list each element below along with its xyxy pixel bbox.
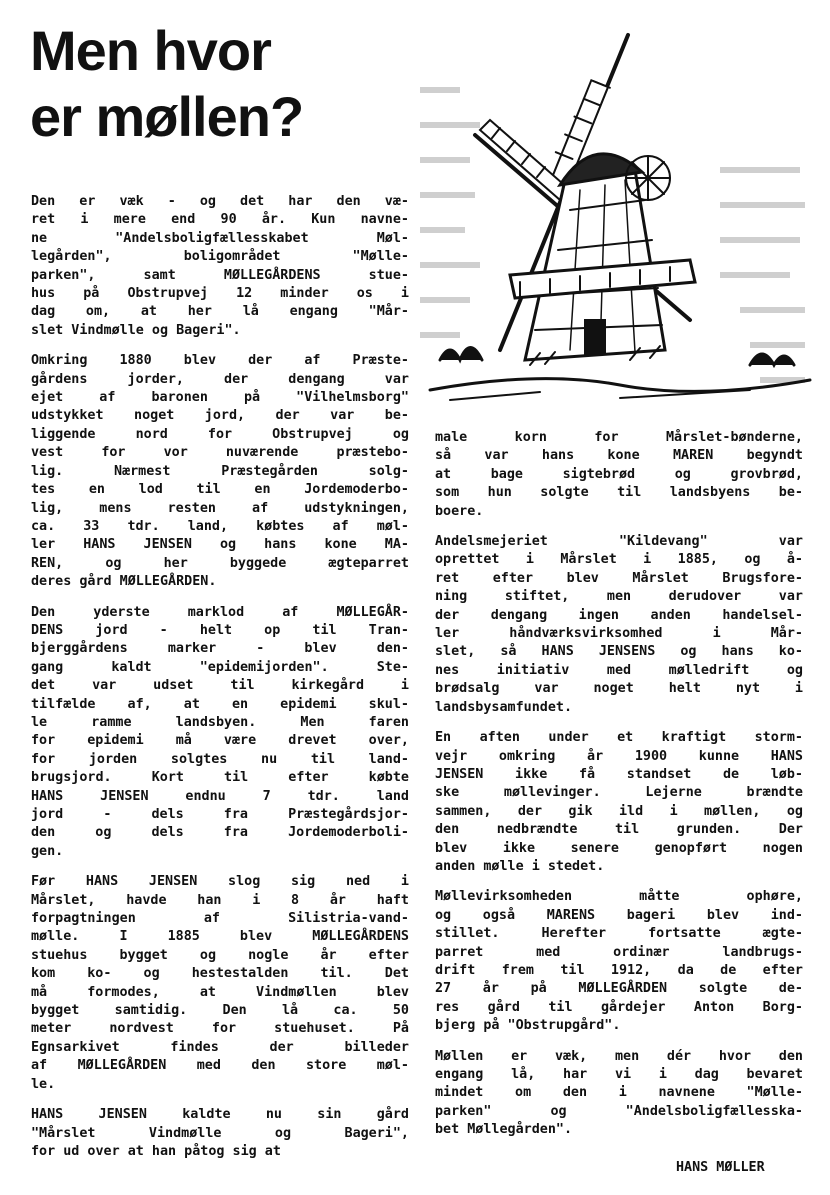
article-paragraph [31,193,409,340]
text-line: ske møllevinger. Lejerne brændte [435,785,803,801]
page-title [30,18,410,150]
text-line: Mårslet, havde han i 8 år haft [31,892,409,908]
article-paragraph [31,1106,409,1161]
text-line: bjerg på "Obstrupgård". [435,1018,621,1034]
text-line: nes initiativ med mølledrift og [435,662,803,678]
text-line: stuehus bygget og nogle år efter [31,947,409,963]
text-line: le ramme landsbyen. Men faren [31,714,409,730]
text-line: Møllen er væk, men dér hvor den [435,1048,803,1064]
text-line: vest for vor nuværende præstebo- [31,445,409,461]
text-line: liggende nord for Obstrupvej og [31,426,409,442]
text-line: 27 år på MØLLEGÅRDEN solgte de- [435,981,803,997]
text-line: forpagtningen af Silistria-vand- [31,911,409,927]
text-line: ne "Andelsboligfællesskabet Møl- [31,230,409,246]
text-line: parret med ordinær landbrugs- [435,944,803,960]
text-line: må formodes, at Vindmøllen blev [31,984,409,1000]
text-line: der dengang ingen anden handelsel- [435,607,803,623]
text-line: boere. [435,503,484,519]
text-line: den og dels fra Jordemoderboli- [31,825,409,841]
text-line: legården", boligområdet "Mølle- [31,249,409,265]
text-line: kom ko- og hestestalden til. Det [31,966,409,982]
text-line: oprettet i Mårslet i 1885, og å- [435,552,803,568]
text-line: ning stiftet, men derudover var [435,589,803,605]
text-line: af MØLLEGÅRDEN med den store møl- [31,1058,409,1074]
text-line: ca. 33 tdr. land, købtes af møl- [31,518,409,534]
text-line: for ud over at han påtog sig at [31,1143,281,1159]
text-line: anden mølle i stedet. [435,858,605,874]
author-signature: HANS MØLLER [676,1160,765,1175]
text-line: Egnsarkivet findes der billeder [31,1039,409,1055]
article-paragraph [435,533,803,717]
text-line: brødsalg var noget helt nyt i [435,681,803,697]
text-line: brugsjord. Kort til efter købte [31,770,409,786]
text-line: drift frem til 1912, da de efter [435,962,803,978]
text-line: at bage sigtebrød og grovbrød, [435,466,803,482]
text-line: og også MARENS bageri blev ind- [435,907,803,923]
text-line: engang lå, har vi i dag bevaret [435,1067,803,1082]
text-line: Den yderste marklod af MØLLEGÅR- [31,604,409,620]
text-line: ejet af baronen på "Vilhelmsborg" [31,390,409,406]
text-line: for epidemi må være drevet over, [31,733,409,749]
article-paragraph [435,729,803,876]
text-line: landsbysamfundet. [435,699,573,715]
text-line: bet Møllegården". [435,1122,573,1138]
text-line: tes en lod til en Jordemoderbo- [31,482,409,498]
text-line: male korn for Mårslet-bønderne, [435,430,803,445]
text-line: gen. [31,843,64,859]
text-line: jord - dels fra Præstegårdsjor- [31,807,409,822]
text-line: Andelsmejeriet "Kildevang" var [435,534,803,550]
text-line: bjerggårdens marker - blev den- [31,641,409,657]
article-column-left [31,193,409,1173]
text-line: HANS JENSEN kaldte nu sin gård [31,1107,409,1123]
text-line: HANS JENSEN endnu 7 tdr. land [31,788,409,804]
text-line: Før HANS JENSEN slog sig ned i [31,874,409,890]
text-line: bygget samtidig. Den lå ca. 50 [31,1003,409,1019]
text-line: stillet. Herefter fortsatte ægte- [435,926,803,942]
text-line: Omkring 1880 blev der af Præste- [31,353,409,369]
text-line: mølle. I 1885 blev MØLLEGÅRDENS [31,929,409,945]
text-line: dag om, at her lå engang "Mår- [31,304,409,320]
text-line: hus på Obstrupvej 12 minder os i [31,286,409,302]
title-line-1: Men hvor [30,19,271,82]
text-line: ler håndværksvirksomhed i Mår- [435,626,803,642]
article-paragraph [31,352,409,591]
article-paragraph [435,888,803,1035]
text-line: meter nordvest for stuehuset. På [31,1021,409,1037]
article-paragraph [31,604,409,862]
text-line: udstykket noget jord, der var be- [31,408,409,424]
article-column-right [435,429,803,1152]
text-line: En aften under et kraftigt storm- [435,730,803,746]
text-line: gårdens jorder, der dengang var [31,371,409,387]
text-line: det var udset til kirkegård i [31,678,409,694]
article-paragraph [435,1048,803,1140]
article-paragraph [435,429,803,521]
text-line: gang kaldt "epidemijorden". Ste- [31,659,409,675]
text-line: den nedbrændte til grunden. Der [435,822,803,838]
text-line: res gård til gårdejer Anton Borg- [435,999,803,1015]
title-line-2: er møllen? [30,85,304,148]
text-line: slet Vindmølle og Bageri". [31,322,241,338]
text-line: Møllevirksomheden måtte ophøre, [435,889,803,905]
text-line: mindet om den i navnene "Mølle- [435,1085,803,1101]
article-paragraph [31,873,409,1094]
text-line: deres gård MØLLEGÅRDEN. [31,574,217,590]
windmill-illustration [420,20,820,415]
text-line: sammen, der gik ild i møllen, og [435,803,803,819]
text-line: parken", samt MØLLEGÅRDENS stue- [31,267,409,283]
text-line: REN, og her byggede ægteparret [31,555,409,571]
text-line: vejr omkring år 1900 kunne HANS [435,748,803,764]
text-line: DENS jord - helt op til Tran- [31,622,409,638]
text-line: Den er væk - og det har den væ- [31,194,409,209]
text-line: blev ikke senere genopført nogen [435,840,803,856]
text-line: ler HANS JENSEN og hans kone MA- [31,537,409,553]
text-line: som hun solgte til landsbyens be- [435,485,803,501]
text-line: JENSEN ikke få standset de løb- [435,766,803,782]
text-line: tilfælde af, at en epidemi skul- [31,696,409,712]
text-line: lig. Nærmest Præstegården solg- [31,463,409,479]
text-line: le. [31,1076,56,1092]
text-line: lig, mens resten af udstykningen, [31,500,409,516]
text-line: ret i mere end 90 år. Kun navne- [31,212,409,228]
text-line: ret efter blev Mårslet Brugsfore- [435,570,803,586]
text-line: for jorden solgtes nu til land- [31,751,409,767]
text-line: "Mårslet Vindmølle og Bageri", [31,1125,409,1141]
text-line: slet, så HANS JENSENS og hans ko- [435,644,803,660]
text-line: så var hans kone MAREN begyndt [435,448,803,464]
text-line: parken" og "Andelsboligfællesska- [435,1103,803,1119]
